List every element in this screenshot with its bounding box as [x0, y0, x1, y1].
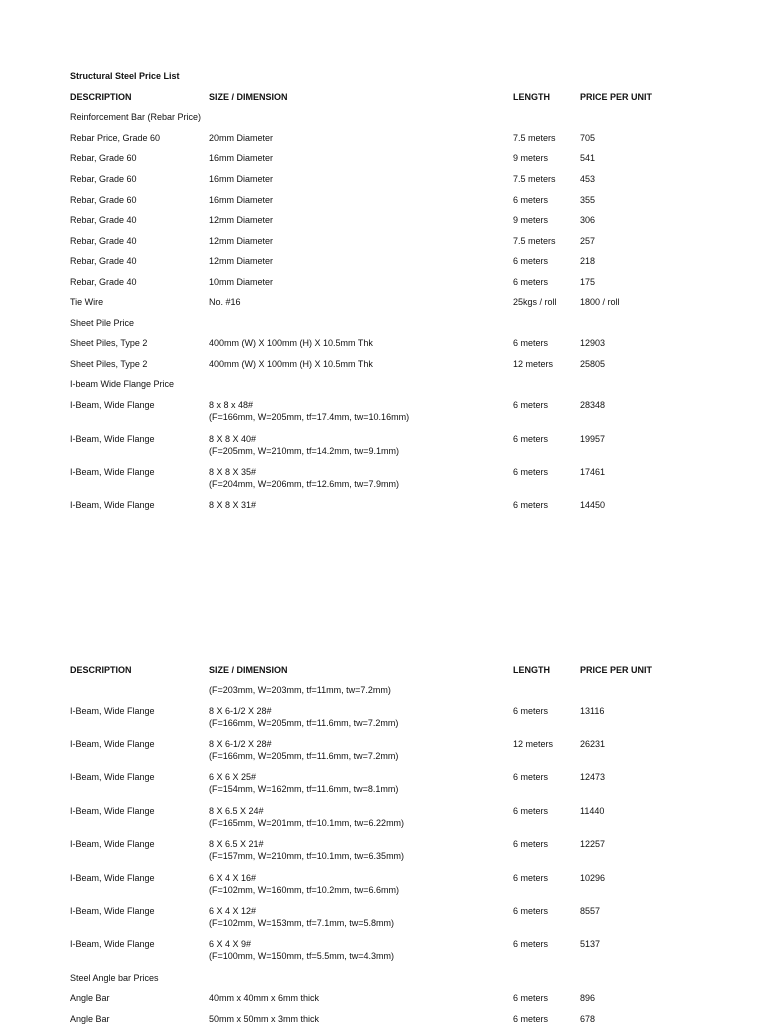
header-size: SIZE / DIMENSION: [209, 665, 288, 675]
row-size-detail: (F=157mm, W=210mm, tf=10.1mm, tw=6.35mm): [209, 851, 405, 861]
row-size-line: 16mm Diameter: [209, 153, 274, 163]
row-size-line: 8 X 8 X 35#: [209, 467, 257, 477]
row-description: I-Beam, Wide Flange: [70, 467, 155, 477]
row-size: [209, 276, 273, 288]
row-size: [209, 358, 373, 370]
row-size-line: 8 X 6-1/2 X 28#: [209, 706, 272, 716]
row-size: [209, 838, 404, 862]
row-price: 12903: [580, 338, 606, 348]
row-size-detail: (F=204mm, W=206mm, tf=12.6mm, tw=7.9mm): [209, 479, 400, 489]
row-size-detail: (F=165mm, W=201mm, tf=10.1mm, tw=6.22mm): [209, 818, 405, 828]
row-size: [209, 235, 273, 247]
row-description: I-Beam, Wide Flange: [70, 706, 155, 716]
row-description: Reinforcement Bar (Rebar Price): [70, 112, 202, 122]
row-description: I-Beam, Wide Flange: [70, 873, 155, 883]
row-size: [209, 132, 273, 144]
row-size-line: 400mm (W) X 100mm (H) X 10.5mm Thk: [209, 359, 373, 369]
row-length: 6 meters: [513, 338, 549, 348]
row-length: 9 meters: [513, 215, 549, 225]
row-length: 7.5 meters: [513, 174, 556, 184]
row-length: 9 meters: [513, 153, 549, 163]
row-size-detail: (F=102mm, W=160mm, tf=10.2mm, tw=6.6mm): [209, 885, 400, 895]
row-price: 1800 / roll: [580, 297, 620, 307]
row-description: Sheet Pile Price: [70, 318, 135, 328]
row-price: 28348: [580, 400, 606, 410]
row-size: [209, 872, 399, 896]
row-size-line: 400mm (W) X 100mm (H) X 10.5mm Thk: [209, 338, 373, 348]
row-length: 7.5 meters: [513, 133, 556, 143]
row-size-line: 8 X 8 X 31#: [209, 500, 257, 510]
row-length: 6 meters: [513, 1014, 549, 1024]
row-length: 6 meters: [513, 277, 549, 287]
row-description: I-Beam, Wide Flange: [70, 806, 155, 816]
row-description: Angle Bar: [70, 993, 110, 1003]
row-size-line: 8 X 6-1/2 X 28#: [209, 739, 272, 749]
row-length: 6 meters: [513, 467, 549, 477]
row-length: 6 meters: [513, 706, 549, 716]
row-size-line: 40mm x 40mm x 6mm thick: [209, 993, 320, 1003]
row-length: 6 meters: [513, 434, 549, 444]
row-size-line: 8 x 8 x 48#: [209, 400, 254, 410]
row-price: 541: [580, 153, 596, 163]
row-size: [209, 255, 273, 267]
row-description: Rebar, Grade 40: [70, 236, 137, 246]
row-description: Sheet Piles, Type 2: [70, 338, 148, 348]
row-length: 6 meters: [513, 806, 549, 816]
row-price: 896: [580, 993, 596, 1003]
row-description: I-Beam, Wide Flange: [70, 434, 155, 444]
row-description: Rebar, Grade 40: [70, 277, 137, 287]
header-price: PRICE PER UNIT: [580, 92, 653, 102]
row-length: 6 meters: [513, 906, 549, 916]
row-price: 25805: [580, 359, 606, 369]
row-price: 26231: [580, 739, 606, 749]
header-size: SIZE / DIMENSION: [209, 92, 288, 102]
row-price: 8557: [580, 906, 601, 916]
row-size-line: 12mm Diameter: [209, 256, 274, 266]
row-size-line: 12mm Diameter: [209, 236, 274, 246]
row-description: Rebar Price, Grade 60: [70, 133, 161, 143]
row-price: 306: [580, 215, 596, 225]
row-size: [209, 433, 399, 457]
row-size-detail: (F=102mm, W=153mm, tf=7.1mm, tw=5.8mm): [209, 918, 395, 928]
header-length: LENGTH: [513, 665, 550, 675]
row-size-line: 16mm Diameter: [209, 174, 274, 184]
row-size: [209, 905, 394, 929]
row-size: [209, 771, 398, 795]
row-size-line: 20mm Diameter: [209, 133, 274, 143]
row-price: 678: [580, 1014, 596, 1024]
row-description: I-Beam, Wide Flange: [70, 839, 155, 849]
header-price: PRICE PER UNIT: [580, 665, 653, 675]
row-description: Rebar, Grade 60: [70, 174, 137, 184]
row-description: I-Beam, Wide Flange: [70, 400, 155, 410]
row-description: I-beam Wide Flange Price: [70, 379, 175, 389]
row-length: 25kgs / roll: [513, 297, 557, 307]
row-description: I-Beam, Wide Flange: [70, 939, 155, 949]
row-description: Steel Angle bar Prices: [70, 973, 159, 983]
row-description: Sheet Piles, Type 2: [70, 359, 148, 369]
header-length: LENGTH: [513, 92, 550, 102]
row-description: Angle Bar: [70, 1014, 110, 1024]
row-size-line: (F=203mm, W=203mm, tf=11mm, tw=7.2mm): [209, 685, 391, 695]
row-price: 12473: [580, 772, 606, 782]
row-size: [209, 337, 373, 349]
row-size-line: 8 X 8 X 40#: [209, 434, 257, 444]
row-description: Tie Wire: [70, 297, 104, 307]
document-title: Structural Steel Price List: [70, 71, 180, 81]
row-price: 13116: [580, 706, 605, 716]
row-size: [209, 152, 273, 164]
row-size-detail: (F=166mm, W=205mm, tf=11.6mm, tw=7.2mm): [209, 751, 399, 761]
row-length: 6 meters: [513, 772, 549, 782]
row-size: [209, 194, 273, 206]
row-size: [209, 705, 398, 729]
header-description: DESCRIPTION: [70, 92, 132, 102]
row-price: 10296: [580, 873, 606, 883]
row-size-line: 6 X 4 X 12#: [209, 906, 257, 916]
row-size: [209, 214, 273, 226]
row-length: 6 meters: [513, 500, 549, 510]
row-length: 7.5 meters: [513, 236, 556, 246]
row-size: [209, 684, 391, 696]
row-size-line: 12mm Diameter: [209, 215, 274, 225]
row-size: [209, 399, 409, 423]
row-price: 705: [580, 133, 596, 143]
row-description: I-Beam, Wide Flange: [70, 739, 155, 749]
row-size: [209, 173, 273, 185]
row-size-detail: (F=205mm, W=210mm, tf=14.2mm, tw=9.1mm): [209, 446, 400, 456]
row-description: Rebar, Grade 40: [70, 215, 137, 225]
row-size: [209, 1013, 319, 1025]
row-price: 355: [580, 195, 596, 205]
row-description: Rebar, Grade 60: [70, 195, 137, 205]
row-size-line: 8 X 6.5 X 21#: [209, 839, 264, 849]
row-description: I-Beam, Wide Flange: [70, 500, 155, 510]
row-description: I-Beam, Wide Flange: [70, 906, 155, 916]
row-size-line: 50mm x 50mm x 3mm thick: [209, 1014, 320, 1024]
row-length: 6 meters: [513, 873, 549, 883]
row-size-line: 6 X 4 X 9#: [209, 939, 252, 949]
row-size-detail: (F=100mm, W=150mm, tf=5.5mm, tw=4.3mm): [209, 951, 395, 961]
row-size: [209, 466, 399, 490]
row-size: [209, 938, 394, 962]
row-price: 175: [580, 277, 596, 287]
row-size: [209, 499, 256, 511]
row-price: 5137: [580, 939, 601, 949]
row-price: 19957: [580, 434, 606, 444]
row-length: 6 meters: [513, 400, 549, 410]
row-description: Rebar, Grade 60: [70, 153, 137, 163]
row-price: 218: [580, 256, 596, 266]
row-length: 6 meters: [513, 256, 549, 266]
row-length: 6 meters: [513, 839, 549, 849]
row-size: [209, 805, 404, 829]
row-size-line: No. #16: [209, 297, 241, 307]
row-description: Rebar, Grade 40: [70, 256, 137, 266]
row-price: 12257: [580, 839, 606, 849]
row-price: 453: [580, 174, 596, 184]
row-size-line: 16mm Diameter: [209, 195, 274, 205]
row-size: [209, 296, 241, 308]
row-description: I-Beam, Wide Flange: [70, 772, 155, 782]
row-length: 6 meters: [513, 195, 549, 205]
row-size-detail: (F=166mm, W=205mm, tf=17.4mm, tw=10.16mm): [209, 412, 410, 422]
row-price: 17461: [580, 467, 606, 477]
header-description: DESCRIPTION: [70, 665, 132, 675]
row-price: 11440: [580, 806, 605, 816]
row-price: 14450: [580, 500, 606, 510]
row-size: [209, 992, 319, 1004]
row-size-line: 6 X 4 X 16#: [209, 873, 257, 883]
row-length: 12 meters: [513, 739, 554, 749]
row-length: 12 meters: [513, 359, 554, 369]
row-size-line: 8 X 6.5 X 24#: [209, 806, 264, 816]
row-size-detail: (F=154mm, W=162mm, tf=11.6mm, tw=8.1mm): [209, 784, 399, 794]
row-size: [209, 738, 398, 762]
row-size-detail: (F=166mm, W=205mm, tf=11.6mm, tw=7.2mm): [209, 718, 399, 728]
row-size-line: 10mm Diameter: [209, 277, 274, 287]
row-length: 6 meters: [513, 993, 549, 1003]
row-size-line: 6 X 6 X 25#: [209, 772, 257, 782]
row-length: 6 meters: [513, 939, 549, 949]
row-price: 257: [580, 236, 596, 246]
